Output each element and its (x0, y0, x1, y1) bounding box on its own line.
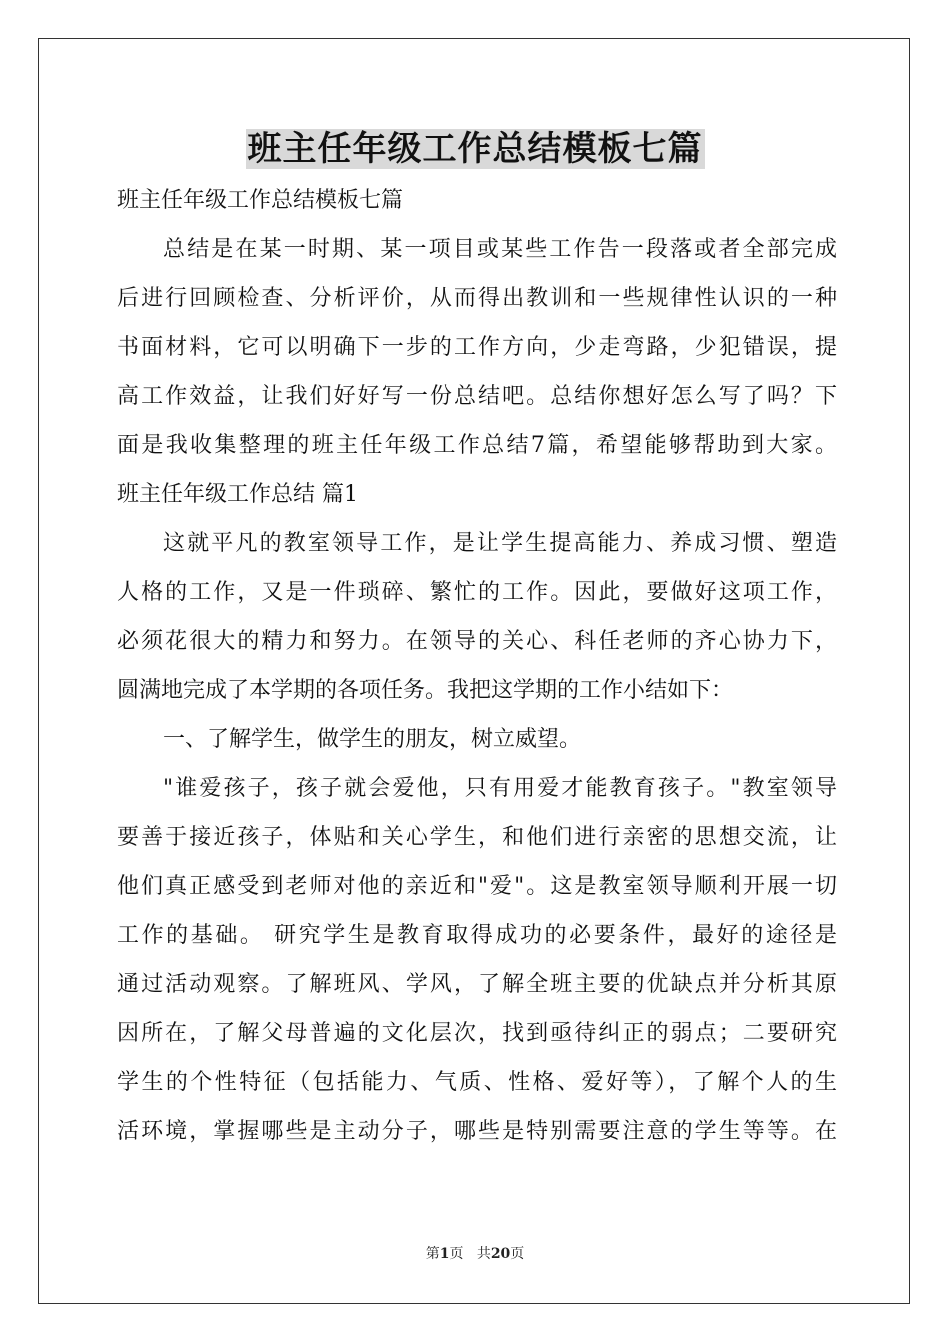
text-line: 书面材料，它可以明确下一步的工作方向，少走弯路，少犯错误，提 (117, 335, 837, 360)
text-line: 班主任年级工作总结 篇1 (117, 482, 358, 507)
text-line: "谁爱孩子，孩子就会爱他，只有用爱才能教育孩子。"教室领导 (163, 776, 837, 801)
text-line: 后进行回顾检查、分析评价，从而得出教训和一些规律性认识的一种 (117, 286, 837, 311)
text-line: 面是我收集整理的班主任年级工作总结7篇，希望能够帮助到大家。 (117, 433, 837, 458)
footer-total-prefix: 共 (476, 1246, 491, 1262)
text-line: 班主任年级工作总结模板七篇 (117, 188, 404, 213)
text-line: 这就平凡的教室领导工作，是让学生提高能力、养成习惯、塑造 (163, 531, 837, 556)
text-line: 通过活动观察。了解班风、学风，了解全班主要的优缺点并分析其原 (117, 972, 837, 997)
text-line: 要善于接近孩子，体贴和关心学生，和他们进行亲密的思想交流，让 (117, 825, 837, 850)
footer-total-suffix: 页 (510, 1246, 525, 1262)
text-line: 因所在，了解父母普遍的文化层次，找到亟待纠正的弱点；二要研究 (117, 1021, 837, 1046)
text-line: 活环境，掌握哪些是主动分子，哪些是特别需要注意的学生等等。在 (117, 1119, 837, 1144)
text-line: 学生的个性特征（包括能力、气质、性格、爱好等），了解个人的生 (117, 1070, 837, 1095)
footer-prefix: 第 (425, 1246, 440, 1262)
text-line: 人格的工作，又是一件琐碎、繁忙的工作。因此，要做好这项工作， (117, 580, 837, 605)
text-line: 高工作效益，让我们好好写一份总结吧。总结你想好怎么写了吗？下 (117, 384, 837, 409)
document-title-text: 班主任年级工作总结模板七篇 (247, 129, 703, 169)
footer-total-pages: 20 (490, 1246, 511, 1262)
footer-page-suffix: 页 (449, 1246, 464, 1262)
text-line: 圆满地完成了本学期的各项任务。我把这学期的工作小结如下： (117, 678, 734, 703)
footer-page-number: 1 (439, 1246, 450, 1262)
text-line: 工作的基础。 研究学生是教育取得成功的必要条件，最好的途径是 (117, 923, 837, 948)
page-footer (0, 1244, 950, 1264)
document-body (117, 176, 837, 1156)
text-line: 总结是在某一时期、某一项目或某些工作告一段落或者全部完成 (163, 237, 837, 262)
document-title (0, 124, 950, 174)
text-line: 一、了解学生，做学生的朋友，树立威望。 (163, 727, 582, 752)
text-line: 他们真正感受到老师对他的亲近和"爱"。这是教室领导顺利开展一切 (117, 874, 837, 899)
text-line: 必须花很大的精力和努力。在领导的关心、科任老师的齐心协力下， (117, 629, 837, 654)
